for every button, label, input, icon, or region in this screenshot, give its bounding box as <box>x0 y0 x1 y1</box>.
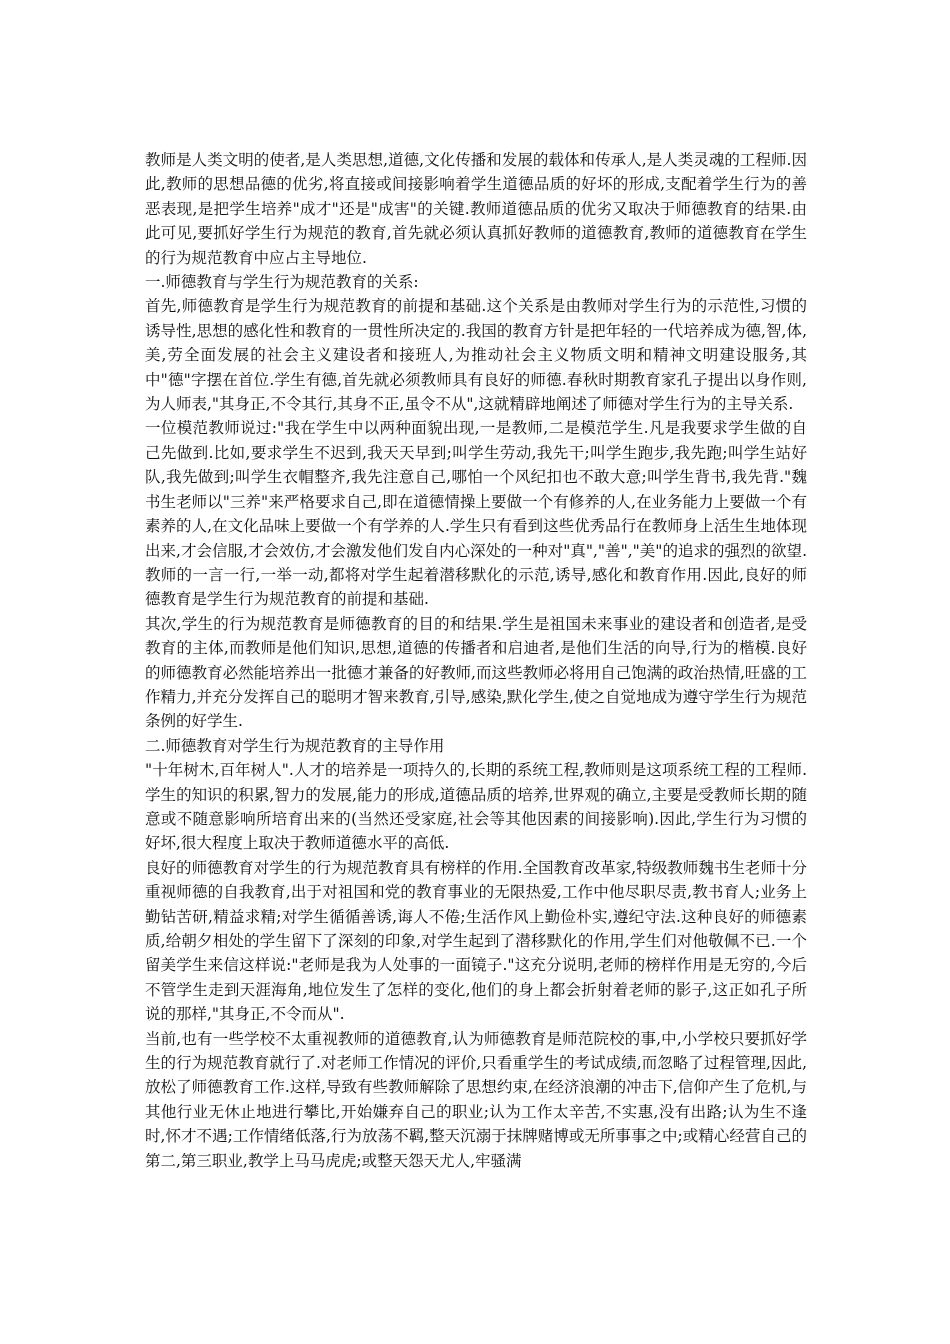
paragraph-second: 其次,学生的行为规范教育是师德教育的目的和结果.学生是祖国未来事业的建设者和创造者,是受教育的主体,而教师是他们知识,思想,道德的传播者和启迪者,是他们生活的向导,行为的楷模.良好的师德教育必然能培养出一批德才兼备的好教师,而这些教师必将用自己饱满的政治热情,旺盛的工作精力,并充分发挥自己的聪明才智来教育,引导,感染,默化学生,使之自觉地成为遵守学生行为规范条例的好学生. <box>145 614 807 731</box>
paragraph-model-teacher: 一位模范教师说过:"我在学生中以两种面貌出现,一是教师,二是模范学生.凡是我要求学生做的自己先做到.比如,要求学生不迟到,我天天早到;叫学生劳动,我先干;叫学生跑步,我先跑;叫学生站好队,我先做到;叫学生衣帽整齐,我先注意自己,哪怕一个风纪扣也不敢大意;叫学生背书,我先背."魏书生老师以"三养"来严格要求自己,即在道德情操上要做一个有修养的人,在业务能力上要做一个有素养的人,在文化品味上要做一个有学养的人.学生只有看到这些优秀品行在教师身上活生生地体现出来,才会信服,才会效仿,才会激发他们发自内心深处的一种对"真","善","美"的追求的强烈的欲望.教师的一言一行,一举一动,都将对学生起着潜移默化的示范,诱导,感化和教育作用.因此,良好的师德教育是学生行为规范教育的前提和基础. <box>145 419 807 609</box>
paragraph-ten-years: "十年树木,百年树人".人才的培养是一项持久的,长期的系统工程,教师则是这项系统工程的工程师.学生的知识的积累,智力的发展,能力的形成,道德品质的培养,世界观的确立,主要是受教师长期的随意或不随意影响所培育出来的(当然还受家庭,社会等其他因素的间接影响).因此,学生行为习惯的好坏,很大程度上取决于教师道德水平的高低. <box>145 761 807 853</box>
paragraph-role-model: 良好的师德教育对学生的行为规范教育具有榜样的作用.全国教育改革家,特级教师魏书生老师十分重视师德的自我教育,出于对祖国和党的教育事业的无限热爱,工作中他尽职尽责,教书育人;业务上勤钻苦研,精益求精;对学生循循善诱,诲人不倦;生活作风上勤俭朴实,遵纪守法.这种良好的师德素质,给朝夕相处的学生留下了深刻的印象,对学生起到了潜移默化的作用,学生们对他敬佩不已.一个留美学生来信这样说:"老师是我为人处事的一面镜子."这充分说明,老师的榜样作用是无穷的,今后不管学生走到天涯海角,地位发生了怎样的变化,他们的身上都会折射着老师的影子,这正如孔子所说的那样,"其身正,不令而从". <box>145 858 807 1024</box>
document-body <box>145 148 807 1173</box>
section-heading-2: 二.师德教育对学生行为规范教育的主导作用 <box>145 736 445 755</box>
section-heading-1: 一.师德教育与学生行为规范教育的关系: <box>145 273 419 292</box>
paragraph-intro: 教师是人类文明的使者,是人类思想,道德,文化传播和发展的载体和传承人,是人类灵魂的工程师.因此,教师的思想品德的优劣,将直接或间接影响着学生道德品质的好坏的形成,支配着学生行为的善恶表现,是把学生培养"成才"还是"成害"的关键.教师道德品质的优劣又取决于师德教育的结果.由此可见,要抓好学生行为规范的教育,首先就必须认真抓好教师的道德教育,教师的道德教育在学生的行为规范教育中应占主导地位. <box>145 151 807 267</box>
paragraph-current: 当前,也有一些学校不太重视教师的道德教育,认为师德教育是师范院校的事,中,小学校只要抓好学生的行为规范教育就行了.对老师工作情况的评价,只看重学生的考试成绩,而忽略了过程管理,因此,放松了师德教育工作.这样,导致有些教师解除了思想约束,在经济浪潮的冲击下,信仰产生了危机,与其他行业无休止地进行攀比,开始嫌弃自己的职业;认为工作太辛苦,不实惠,没有出路;认为生不逢时,怀才不遇;工作情绪低落,行为放荡不羁,整天沉溺于抹牌赌博或无所事事之中;或精心经营自己的第二,第三职业,教学上马马虎虎;或整天怨天尤人,牢骚满 <box>145 1029 807 1170</box>
paragraph-first: 首先,师德教育是学生行为规范教育的前提和基础.这个关系是由教师对学生行为的示范性,习惯的诱导性,思想的感化性和教育的一贯性所决定的.我国的教育方针是把年轻的一代培养成为德,智,体,美,劳全面发展的社会主义建设者和接班人,为推动社会主义物质文明和精神文明建设服务,其中"德"字摆在首位.学生有德,首先就必须教师具有良好的师德.春秋时期教育家孔子提出以身作则,为人师表,"其身正,不令其行,其身不正,虽令不从",这就精辟地阐述了师德对学生行为的主导关系. <box>145 297 807 414</box>
